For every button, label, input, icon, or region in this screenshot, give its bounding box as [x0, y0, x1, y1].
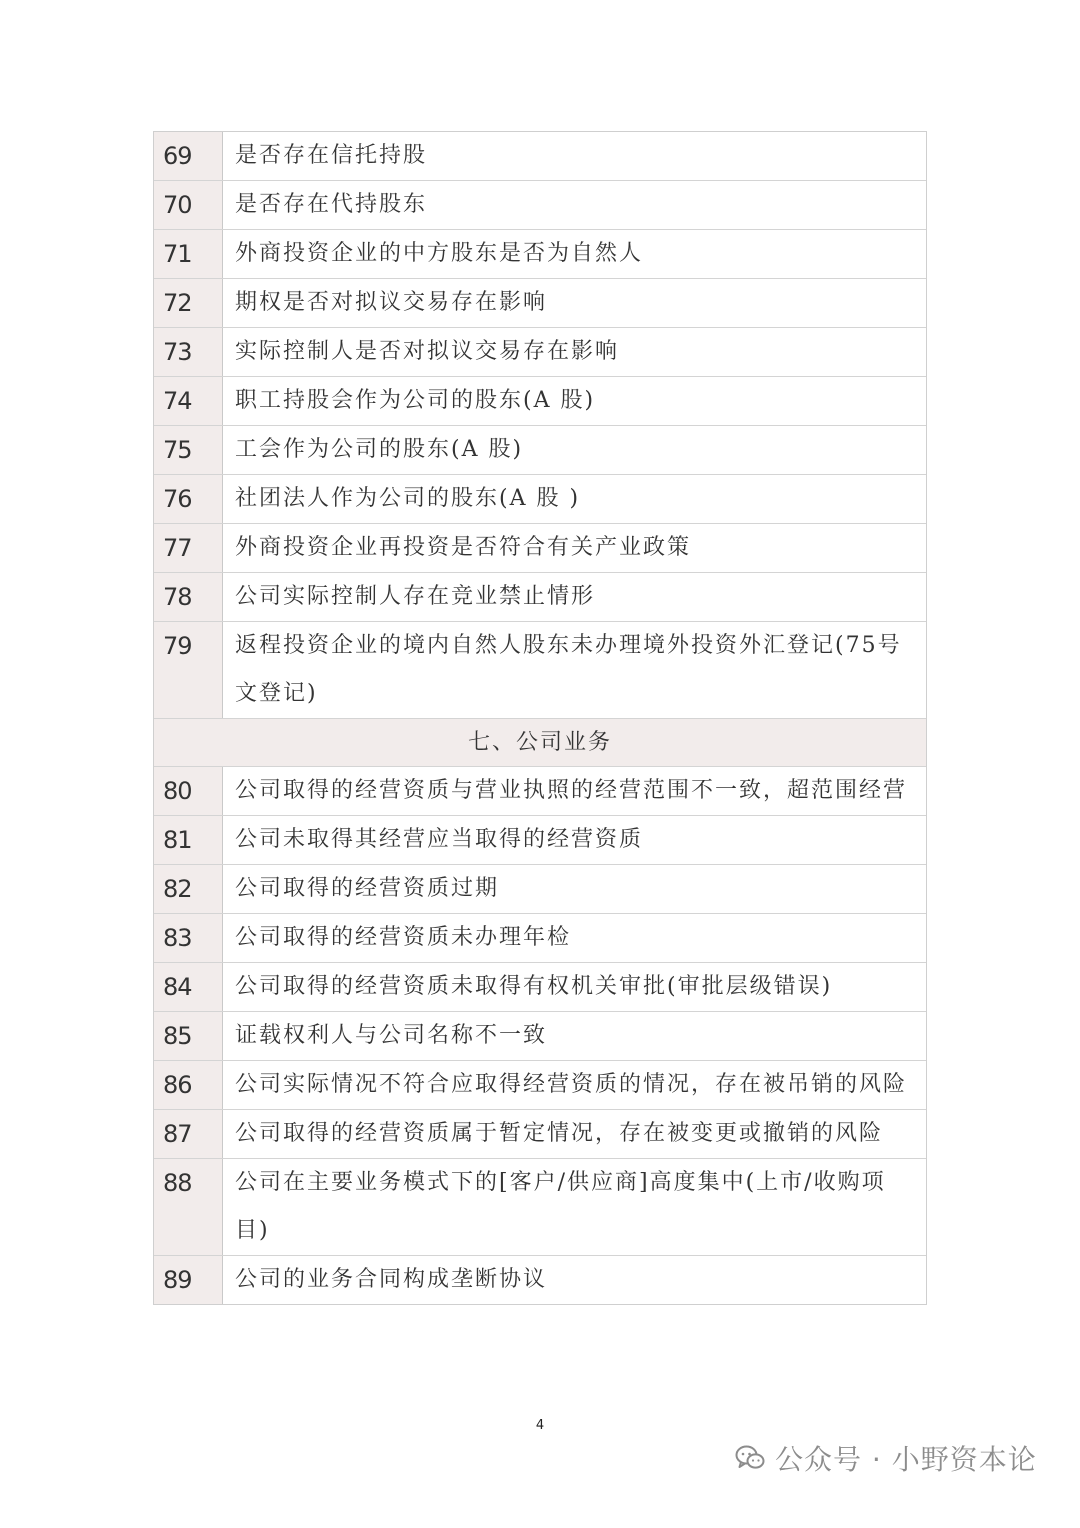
watermark: [735, 1436, 1037, 1480]
table-row: [154, 1060, 926, 1109]
row-number: 80: [154, 767, 223, 815]
table-row: [154, 1255, 926, 1304]
row-number: 70: [154, 181, 223, 229]
row-text: 工会作为公司的股东(A 股): [235, 437, 524, 462]
row-number: 73: [154, 328, 223, 376]
table-row: [154, 621, 926, 718]
table-row: [154, 278, 926, 327]
row-text: 是否存在代持股东: [235, 192, 428, 217]
table-row: [154, 572, 926, 621]
row-text: 社团法人作为公司的股东(A 股 ): [235, 486, 581, 511]
row-number: 84: [154, 963, 223, 1011]
table-row: [154, 1011, 926, 1060]
table-row: [154, 474, 926, 523]
row-number: 74: [154, 377, 223, 425]
row-number: 78: [154, 573, 223, 621]
row-text: 外商投资企业再投资是否符合有关产业政策: [235, 535, 692, 560]
row-text: 公司取得的经营资质未办理年检: [235, 925, 572, 950]
row-number: 76: [154, 475, 223, 523]
table-row: [154, 132, 926, 180]
table-row: [154, 962, 926, 1011]
row-number: 88: [154, 1159, 223, 1255]
table-row: [154, 327, 926, 376]
table-row: [154, 864, 926, 913]
row-text: 是否存在信托持股: [235, 143, 428, 168]
table-row: [154, 913, 926, 962]
table-row: [154, 766, 926, 815]
row-text: 外商投资企业的中方股东是否为自然人: [235, 241, 644, 266]
row-text: 公司取得的经营资质过期: [235, 876, 500, 901]
row-text: 证载权利人与公司名称不一致: [235, 1023, 548, 1048]
row-number: 86: [154, 1061, 223, 1109]
watermark-text: 公众号 · 小野资本论: [775, 1443, 1037, 1476]
row-text: 公司的业务合同构成垄断协议: [235, 1267, 548, 1292]
row-text: 公司未取得其经营应当取得的经营资质: [235, 827, 644, 852]
row-number: 71: [154, 230, 223, 278]
row-text: 公司实际情况不符合应取得经营资质的情况，存在被吊销的风险: [235, 1072, 908, 1097]
row-text: 公司在主要业务模式下的[客户/供应商]高度集中(上市/收购项目): [235, 1170, 886, 1243]
section-heading: 七、公司业务: [154, 718, 926, 766]
row-number: 79: [154, 622, 223, 718]
row-number: 77: [154, 524, 223, 572]
row-number: 75: [154, 426, 223, 474]
table-row: [154, 815, 926, 864]
table-row: [154, 523, 926, 572]
page-number: 4: [535, 1418, 545, 1433]
table-row: [154, 180, 926, 229]
checklist-table: [153, 131, 927, 1305]
row-number: 87: [154, 1110, 223, 1158]
table-row: [154, 229, 926, 278]
row-number: 72: [154, 279, 223, 327]
row-number: 83: [154, 914, 223, 962]
row-number: 82: [154, 865, 223, 913]
table-row: [154, 1158, 926, 1255]
row-text: 返程投资企业的境内自然人股东未办理境外投资外汇登记(75号文登记): [235, 633, 902, 706]
row-number: 85: [154, 1012, 223, 1060]
row-text: 职工持股会作为公司的股东(A 股): [235, 388, 596, 413]
row-number: 81: [154, 816, 223, 864]
row-number: 69: [154, 132, 223, 180]
row-number: 89: [154, 1256, 223, 1304]
table-row: [154, 1109, 926, 1158]
table-row: [154, 425, 926, 474]
row-text: 公司取得的经营资质属于暂定情况，存在被变更或撤销的风险: [235, 1121, 884, 1146]
row-text: 公司实际控制人存在竞业禁止情形: [235, 584, 596, 609]
table-row: [154, 376, 926, 425]
row-text: 公司取得的经营资质与营业执照的经营范围不一致，超范围经营: [235, 778, 908, 803]
wechat-icon: [735, 1444, 765, 1472]
row-text: 实际控制人是否对拟议交易存在影响: [235, 339, 620, 364]
row-text: 期权是否对拟议交易存在影响: [235, 290, 548, 315]
row-text: 公司取得的经营资质未取得有权机关审批(审批层级错误): [235, 974, 833, 999]
